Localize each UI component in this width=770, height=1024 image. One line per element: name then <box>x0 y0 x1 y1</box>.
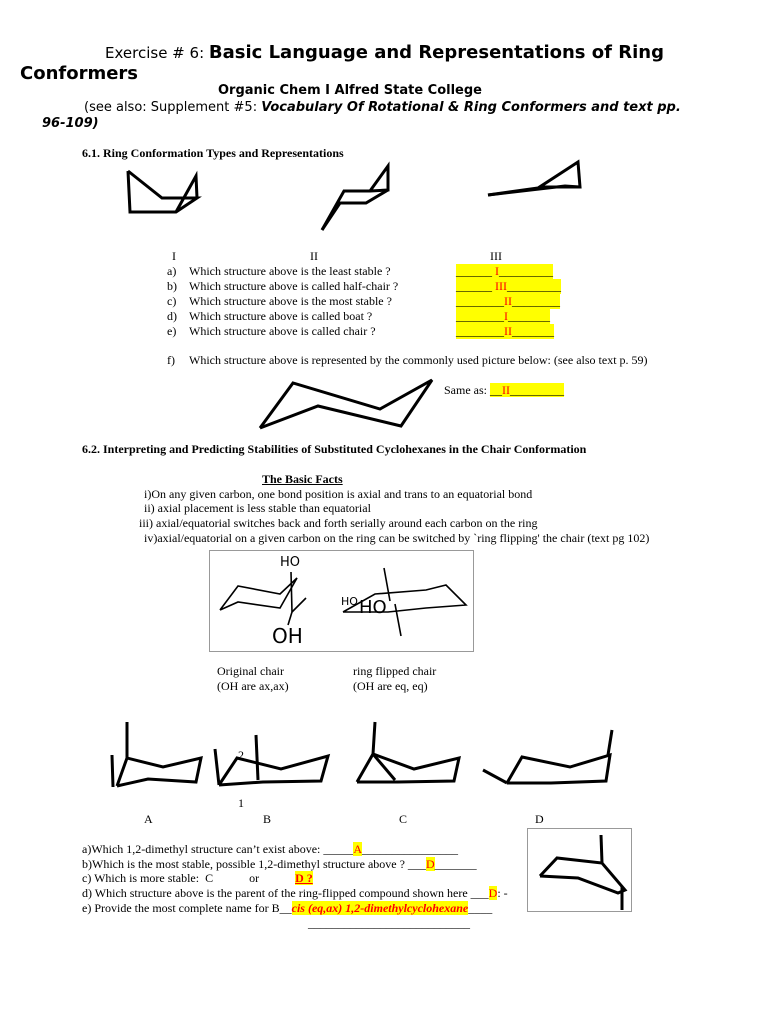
same-as-label: Same as: <box>444 383 490 397</box>
label-iii: III <box>490 249 502 263</box>
q61-d-text: Which structure above is called boat ? <box>189 309 373 323</box>
question-text: a)Which 1,2-dimethyl structure can’t exist above: _____ <box>82 842 354 856</box>
answer: II <box>504 294 512 308</box>
label-a: A <box>144 812 153 826</box>
label-b: B <box>263 812 272 826</box>
ho-big-label: HO <box>359 597 387 618</box>
q61-a-letter: a) <box>167 264 177 278</box>
q61-b-text: Which structure above is called half-chair ? <box>189 279 399 293</box>
subtitle: Organic Chem I Alfred State College <box>218 83 482 98</box>
blank: _________ <box>499 264 553 278</box>
original-caption-1: Original chair <box>217 664 284 678</box>
q61-f-text: Which structure above is represented by the commonly used picture below: (see also text p. 59) <box>189 353 648 367</box>
question-text: e) Provide the most complete name for B__ <box>82 901 292 915</box>
blank: ________ <box>456 309 504 323</box>
see-also-title: Vocabulary Of Rotational & Ring Conformers and text pp. <box>261 100 681 115</box>
ho-small-label: HO <box>341 595 358 608</box>
original-caption-2: (OH are ax,ax) <box>217 679 289 693</box>
answer: A <box>353 842 363 856</box>
answer: D ? <box>295 871 313 885</box>
q61-f-letter: f) <box>167 353 175 367</box>
answer: I <box>504 309 508 323</box>
q62-e-line2: ___________________________ <box>308 916 470 930</box>
structure-d <box>483 730 612 783</box>
title-prefix: Exercise # 6: <box>105 44 209 62</box>
blank: ________ <box>456 324 504 338</box>
answer: II <box>502 383 510 397</box>
blank: _______ <box>508 309 550 323</box>
q61-c-text: Which structure above is the most stable ? <box>189 294 392 308</box>
question-text: d) Which structure above is the parent of the ring-flipped compound shown here ___ <box>82 886 489 900</box>
structure-b <box>215 735 328 785</box>
blank: _________ <box>510 383 564 397</box>
q62-e <box>82 901 492 916</box>
q62-b <box>82 857 477 872</box>
q61-e-text: Which structure above is called chair ? <box>189 324 376 338</box>
fact-4: iv)axial/equatorial on a given carbon on the ring can be switched by `ring flipping' the chair (text pg 102) <box>144 531 650 545</box>
answer: II <box>504 324 512 338</box>
answer: cis (eq,ax) 1,2-dimethylcyclohexane <box>291 901 469 915</box>
carbon-number-2: 2 <box>238 748 244 762</box>
blank: ________ <box>456 294 504 308</box>
q61-b-letter: b) <box>167 279 177 293</box>
q62-c <box>82 871 313 886</box>
section-6-1-heading: 6.1. Ring Conformation Types and Representations <box>82 146 344 160</box>
q61-c-letter: c) <box>167 294 177 308</box>
label-i: I <box>172 249 176 263</box>
blank: _______ <box>512 324 554 338</box>
structure-a <box>112 722 201 787</box>
title-line1: Basic Language and Representations of Ring <box>208 42 664 63</box>
q62-d <box>82 886 508 901</box>
blank: ________ <box>512 294 560 308</box>
blank: __ <box>490 383 502 397</box>
basic-facts-title: The Basic Facts <box>262 472 343 486</box>
carbon-number-1: 1 <box>238 796 244 810</box>
answer: I <box>495 264 499 278</box>
question-text: b)Which is the most stable, possible 1,2-dimethyl structure above ? ___ <box>82 857 426 871</box>
blank: ________________ <box>362 842 459 856</box>
title-line2: Conformers <box>20 63 139 84</box>
q61-a-text: Which structure above is the least stable ? <box>189 264 391 278</box>
blank: _______ <box>434 857 477 871</box>
q62-a <box>82 842 458 857</box>
blank: : - <box>497 886 508 900</box>
label-ii: II <box>310 249 318 263</box>
label-c: C <box>399 812 408 826</box>
fact-2: ii) axial placement is less stable than equatorial <box>144 501 371 515</box>
answer: III <box>495 279 507 293</box>
label-d: D <box>535 812 544 826</box>
answer: D <box>425 857 435 871</box>
blank: _________ <box>507 279 561 293</box>
flipped-compound-box <box>527 828 632 912</box>
structure-c <box>357 722 459 782</box>
fact-1: i)On any given carbon, one bond position is axial and trans to an equatorial bond <box>144 487 533 501</box>
flipped-caption-1: ring flipped chair <box>353 664 437 678</box>
see-also-prefix: (see also: Supplement #5: <box>84 100 262 115</box>
section-6-2-heading: 6.2. Interpreting and Predicting Stabilities of Substituted Cyclohexanes in the Chair Conformation <box>82 442 587 456</box>
answer: D <box>488 886 498 900</box>
see-also-pages: 96-109) <box>42 116 99 131</box>
flipped-caption-2: (OH are eq, eq) <box>353 679 428 693</box>
fact-3: iii) axial/equatorial switches back and forth serially around each carbon on the ring <box>139 516 538 530</box>
q61-e-letter: e) <box>167 324 177 338</box>
question-text: c) Which is more stable: C or <box>82 871 296 885</box>
blank: ______ <box>456 279 495 293</box>
ho-top-label: HO <box>280 555 301 570</box>
blank: ______ <box>456 264 495 278</box>
oh-big-label: OH <box>272 624 303 648</box>
q61-d-letter: d) <box>167 309 177 323</box>
blank: ____ <box>468 901 493 915</box>
